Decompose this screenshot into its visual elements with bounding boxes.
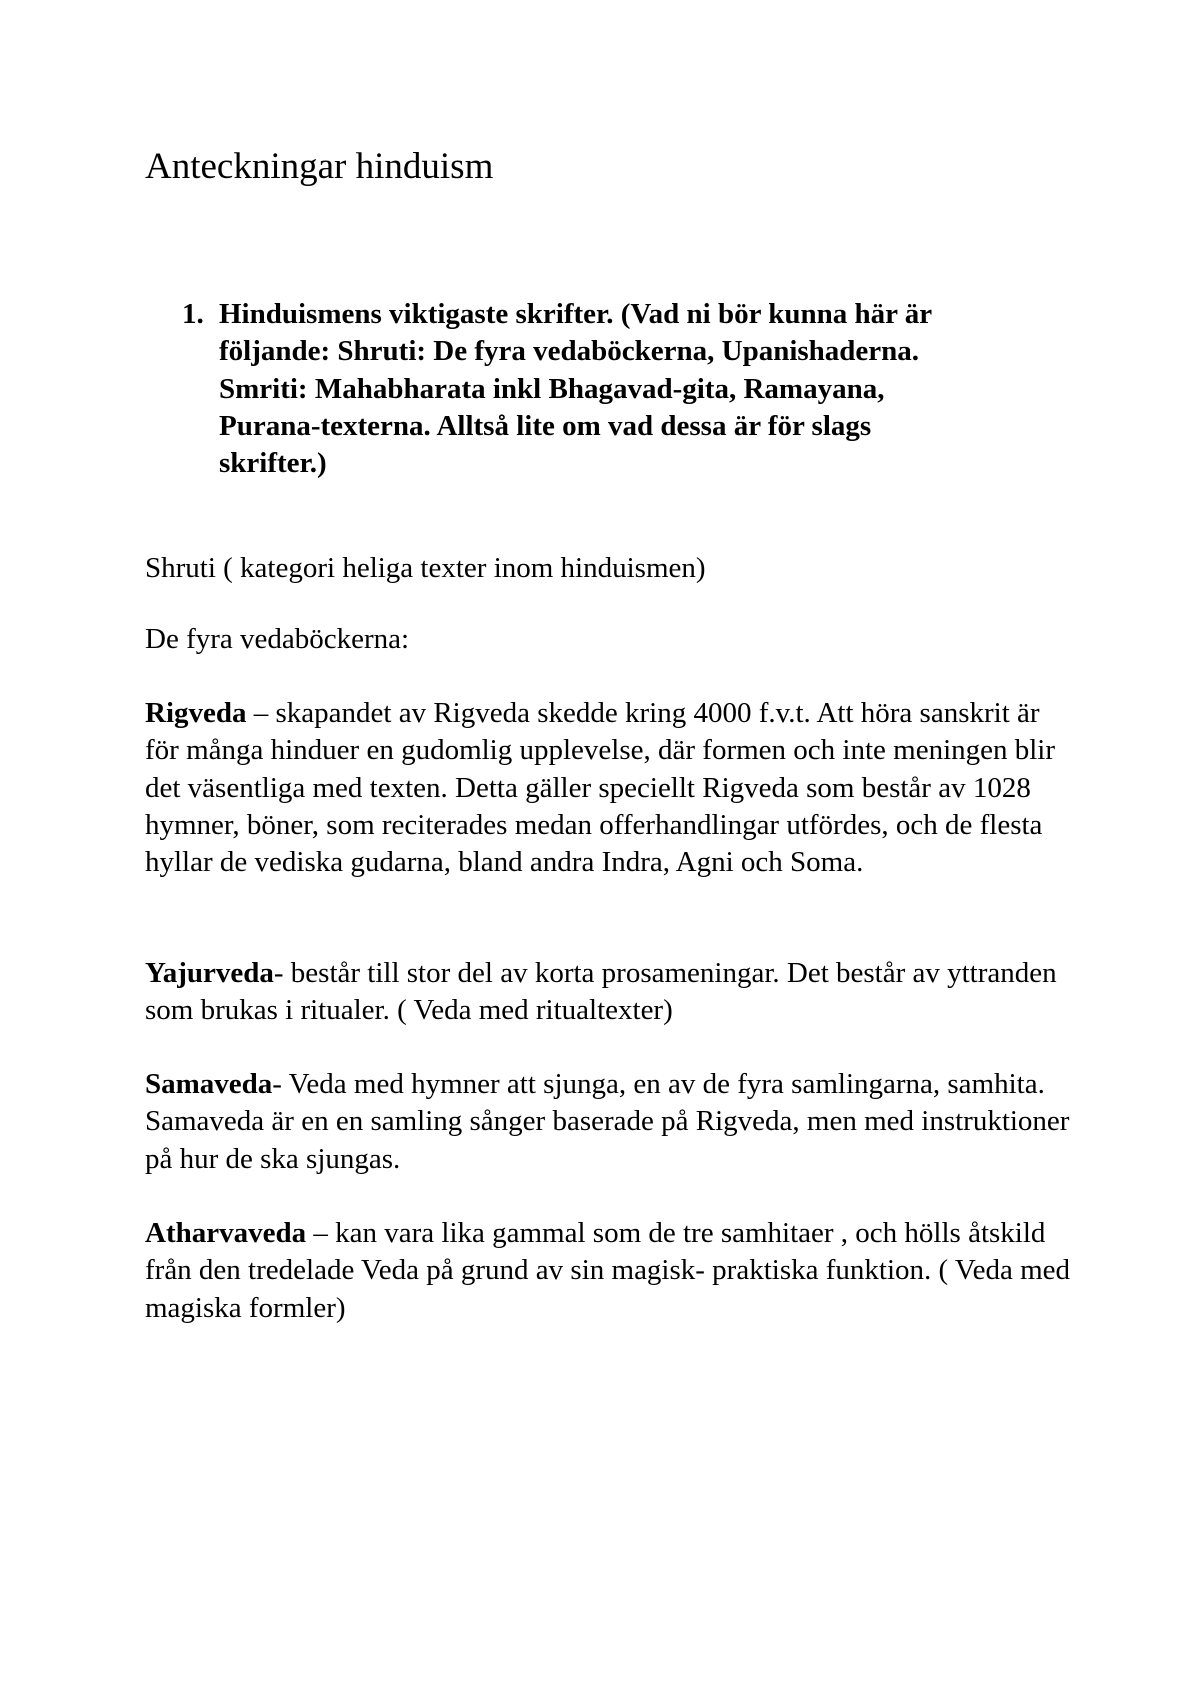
list-number: 1. (182, 298, 204, 330)
rigveda-text: – skapandet av Rigveda skedde kring 4000 f.v.t. Att höra sanskrit är för många hinduer en gudomlig upplevelse, där formen och inte meningen blir det väsentliga med texten. Detta gäller speciellt Rigveda som består av 1028 hymner, böner, som reciterades medan offerhandlingar utfördes, och de flesta hyllar de vediska gudarna, bland andra Indra, Agni och Soma. (145, 697, 1056, 879)
samaveda-paragraph (145, 1066, 1075, 1178)
list-item-text: Hinduismens viktigaste skrifter. (Vad ni bör kunna här är följande: Shruti: De fyra vedaböckerna, Upanishaderna. Smriti: Mahabharata inkl Bhagavad-gita, Ramayana, Purana-texterna. Alltså lite om vad dessa är för slags skrifter.) (219, 298, 932, 480)
yajurveda-text: - består till stor del av korta prosameningar. Det består av yttranden som brukas i ritualer. ( Veda med ritualtexter) (145, 957, 1057, 1027)
shruti-heading: Shruti ( kategori heliga texter inom hinduismen) (145, 552, 706, 584)
samaveda-label: Samaveda (145, 1068, 273, 1100)
atharvaveda-paragraph (145, 1215, 1075, 1327)
numbered-list-item (182, 296, 982, 482)
atharvaveda-text: – kan vara lika gammal som de tre samhitaer , och hölls åtskild från den tredelade Veda på grund av sin magisk- praktiska funktion. ( Veda med magiska formler) (145, 1217, 1071, 1324)
document-title: Anteckningar hinduism (145, 146, 494, 187)
yajurveda-label: Yajurveda (145, 957, 274, 989)
vedas-heading: De fyra vedaböckerna: (145, 623, 410, 655)
rigveda-label: Rigveda (145, 697, 247, 729)
atharvaveda-label: Atharvaveda (145, 1217, 307, 1249)
rigveda-paragraph (145, 695, 1075, 881)
samaveda-text: - Veda med hymner att sjunga, en av de fyra samlingarna, samhita. Samaveda är en en samling sånger baserade på Rigveda, men med instruktioner på hur de ska sjungas. (145, 1068, 1070, 1175)
yajurveda-paragraph (145, 955, 1075, 1030)
